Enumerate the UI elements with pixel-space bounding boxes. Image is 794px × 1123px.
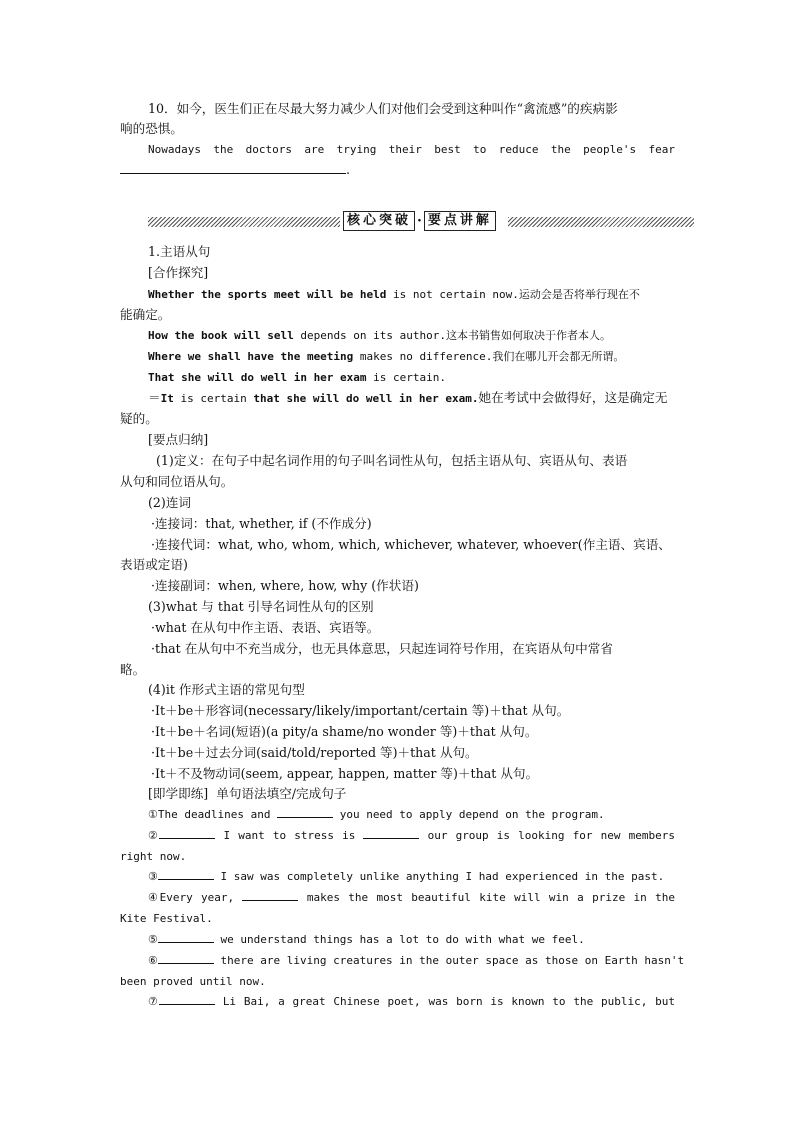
q10-period: .: [346, 162, 351, 177]
practice-item-3: [148, 868, 675, 886]
banner-left-label: 核心突破: [343, 211, 415, 231]
it-pattern-2: ·It＋be＋名词(短语)(a pity/a shame/no wonder 等)＋that 从句。: [151, 724, 538, 739]
practice-3-a: ③: [148, 870, 158, 883]
it-pattern-4: ·It＋不及物动词(seem, appear, happen, matter 等)＋that 从句。: [151, 766, 539, 781]
diff-item-2-cont: 略。: [120, 662, 146, 677]
practice-item-5: [148, 931, 675, 949]
practice-1-a: ①The deadlines and: [148, 808, 278, 821]
example-5-mid: is certain: [173, 392, 254, 405]
conj-title: (2)连词: [148, 495, 192, 510]
banner-hatch-left: [148, 217, 340, 227]
practice-5-a: ⑤: [148, 933, 158, 946]
practice-2-c: our group is looking for new members: [419, 829, 675, 842]
conj-item-1: ·连接词：that, whether, if (不作成分): [151, 516, 372, 531]
diff-title: (3)what 与 that 引导名词性从句的区别: [148, 599, 374, 614]
practice-2-blank-2[interactable]: [363, 827, 419, 839]
example-5-eq: ＝: [148, 390, 161, 405]
practice-3-blank[interactable]: [158, 868, 214, 880]
example-2-clause: How the book will sell: [148, 329, 294, 342]
q10-chinese-line1: 10．如今，医生们正在尽最大努力减少人们对他们会受到这种叫作“禽流感”的疾病影: [148, 101, 618, 116]
it-pattern-3: ·It＋be＋过去分词(said/told/reported 等)＋that 从句。: [151, 745, 478, 760]
practice-5-b: we understand things has a lot to do with what we feel.: [213, 933, 585, 946]
practice-6-a: ⑥: [148, 954, 158, 967]
q10-answer-blank[interactable]: [120, 173, 346, 174]
explore-tag: [合作探究]: [148, 265, 209, 280]
definition-line2: 从句和同位语从句。: [120, 474, 234, 489]
practice-7-blank[interactable]: [159, 993, 215, 1005]
conj-item-2: ·连接代词：what, who, whom, which, whichever, whatever, whoever(作主语、宾语、: [151, 537, 671, 552]
practice-tag: [即学即练]: [148, 786, 209, 801]
practice-5-blank[interactable]: [158, 931, 214, 943]
diff-item-1: ·what 在从句中作主语、表语、宾语等。: [151, 620, 380, 635]
practice-item-1: [148, 806, 675, 824]
section-title: 1.主语从句: [148, 244, 211, 259]
practice-item-2: [148, 827, 675, 845]
q10-chinese-line2: 响的恐惧。: [120, 121, 183, 136]
practice-item-7: [148, 993, 675, 1011]
practice-4-a: ④Every year,: [148, 891, 243, 904]
practice-1-b: you need to apply depend on the program.: [333, 808, 605, 821]
practice-item-4-cont: Kite Festival.: [120, 912, 213, 925]
practice-header: [148, 785, 675, 803]
section-banner: [343, 211, 496, 231]
practice-6-blank[interactable]: [158, 952, 214, 964]
example-3-clause: Where we shall have the meeting: [148, 350, 354, 363]
diff-item-2: ·that 在从句中不充当成分，也无具体意思，只起连词符号作用，在宾语从句中常省: [151, 641, 613, 656]
practice-2-b: I want to stress is: [215, 829, 364, 842]
example-1-cont: 能确定。: [120, 307, 171, 322]
example-4: [148, 368, 675, 387]
definition-line1: (1)定义：在句子中起名词作用的句子叫名词性从句，包括主语从句、宾语从句、表语: [156, 453, 628, 468]
conj-item-2-cont: 表语或定语): [120, 557, 188, 572]
practice-3-b: I saw was completely unlike anything I had experienced in the past.: [213, 870, 665, 883]
practice-title: 单句语法填空/完成句子: [216, 786, 347, 801]
practice-item-4: [148, 889, 675, 907]
example-5: [148, 389, 675, 408]
banner-dot: ·: [417, 213, 422, 229]
practice-2-blank-1[interactable]: [159, 827, 215, 839]
practice-7-b: Li Bai, a great Chinese poet, was born is known to the public, but: [215, 995, 675, 1008]
example-1: [148, 285, 675, 304]
example-1-clause: Whether the sports meet will be held: [148, 288, 387, 301]
example-4-clause: That she will do well in her exam: [148, 371, 367, 384]
banner-right-label: 要点讲解: [424, 211, 496, 231]
practice-4-blank[interactable]: [242, 889, 298, 901]
practice-item-6: [148, 952, 685, 970]
practice-item-2-cont: right now.: [120, 850, 187, 863]
example-4-rest: is certain.: [366, 371, 447, 384]
it-pattern-1: ·It＋be＋形容词(necessary/likely/important/certain 等)＋that 从句。: [151, 703, 570, 718]
practice-2-a: ②: [148, 829, 160, 842]
example-1-rest: is not certain now.运动会是否将举行现在不: [386, 288, 640, 301]
example-3-rest: makes no difference.我们在哪儿开会都无所谓。: [353, 350, 625, 363]
practice-1-blank[interactable]: [277, 806, 333, 818]
practice-6-b: there are living creatures in the outer space as those on Earth hasn't: [213, 954, 685, 967]
example-5-it: It: [160, 392, 174, 405]
q10-english-line: Nowadays the doctors are trying their best to reduce the people's fear: [148, 143, 675, 156]
example-5-cont: 疑的。: [120, 411, 158, 426]
example-2-rest: depends on its author.这本书销售如何取决于作者本人。: [293, 329, 612, 342]
it-title: (4)it 作形式主语的常见句型: [148, 682, 305, 697]
summary-tag: [要点归纳]: [148, 432, 209, 447]
conj-item-3: ·连接副词：when, where, how, why (作状语): [151, 578, 419, 593]
practice-4-b: makes the most beautiful kite will win a prize in the: [298, 891, 675, 904]
example-5-rest: 她在考试中会做得好，这是确定无: [478, 390, 668, 405]
example-2: [148, 326, 675, 345]
example-5-clause: that she will do well in her exam.: [253, 392, 479, 405]
practice-item-6-cont: been proved until now.: [120, 975, 266, 988]
example-3: [148, 347, 675, 366]
banner-hatch-right: [508, 217, 694, 227]
practice-7-a: ⑦: [148, 995, 160, 1008]
